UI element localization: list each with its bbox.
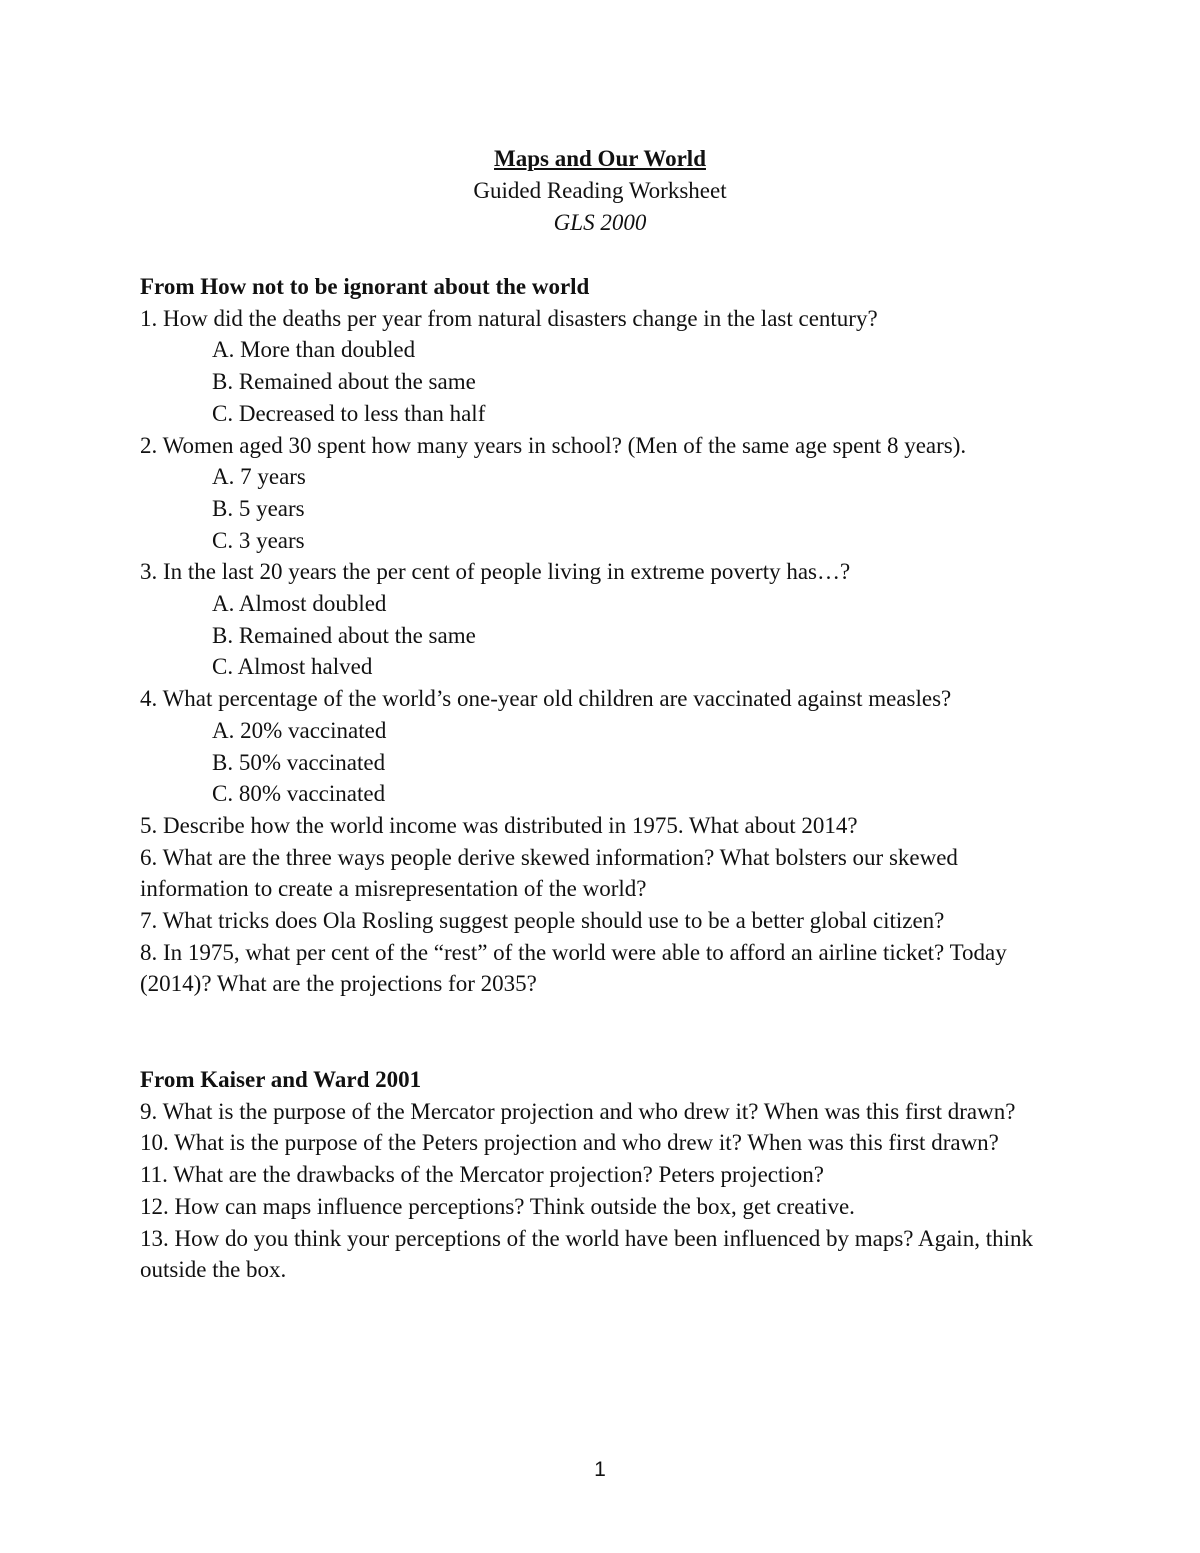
document-header bbox=[0, 143, 1200, 239]
question-1-option-b: B. Remained about the same bbox=[212, 369, 476, 395]
question-6: 6. What are the three ways people derive skewed information? What bolsters our skewed information to create a misrepresentation of the world? bbox=[140, 844, 958, 902]
section-global-ignorance bbox=[140, 271, 1065, 1000]
question-3-option-a: A. Almost doubled bbox=[212, 591, 387, 617]
question-9: 9. What is the purpose of the Mercator projection and who drew it? When was this first drawn? bbox=[140, 1098, 1016, 1124]
question-2: 2. Women aged 30 spent how many years in school? (Men of the same age spent 8 years). bbox=[140, 432, 967, 458]
section-heading: From Kaiser and Ward 2001 bbox=[140, 1067, 422, 1092]
question-3-option-c: C. Almost halved bbox=[212, 654, 373, 680]
section-heading: From How not to be ignorant about the world bbox=[140, 274, 590, 299]
question-2-option-b: B. 5 years bbox=[212, 495, 305, 521]
question-10: 10. What is the purpose of the Peters projection and who drew it? When was this first drawn? bbox=[140, 1130, 999, 1156]
question-3: 3. In the last 20 years the per cent of people living in extreme poverty has…? bbox=[140, 559, 851, 585]
question-4-option-b: B. 50% vaccinated bbox=[212, 749, 386, 775]
question-1-option-a: A. More than doubled bbox=[212, 337, 416, 363]
document-subtitle: Guided Reading Worksheet bbox=[473, 178, 727, 203]
question-1: 1. How did the deaths per year from natural disasters change in the last century? bbox=[140, 305, 878, 331]
question-1-option-c: C. Decreased to less than half bbox=[212, 400, 486, 426]
question-11: 11. What are the drawbacks of the Mercator projection? Peters projection? bbox=[140, 1162, 824, 1188]
question-2-option-a: A. 7 years bbox=[212, 464, 306, 490]
page-number: 1 bbox=[594, 1458, 606, 1481]
question-4-option-a: A. 20% vaccinated bbox=[212, 717, 387, 743]
question-8: 8. In 1975, what per cent of the “rest” of the world were able to afford an airline ticket? Today (2014)? What are the projections for 2035? bbox=[140, 939, 1007, 997]
question-4-option-c: C. 80% vaccinated bbox=[212, 781, 386, 807]
question-12: 12. How can maps influence perceptions? Think outside the box, get creative. bbox=[140, 1193, 855, 1219]
question-3-option-b: B. Remained about the same bbox=[212, 622, 476, 648]
question-7: 7. What tricks does Ola Rosling suggest people should use to be a better global citizen? bbox=[140, 908, 945, 934]
question-4: 4. What percentage of the world’s one-year old children are vaccinated against measles? bbox=[140, 686, 952, 712]
document-title: Maps and Our World bbox=[494, 146, 706, 171]
question-13: 13. How do you think your perceptions of the world have been influenced by maps? Again, think outside the box. bbox=[140, 1225, 1033, 1283]
question-2-option-c: C. 3 years bbox=[212, 527, 305, 553]
question-5: 5. Describe how the world income was distributed in 1975. What about 2014? bbox=[140, 812, 858, 838]
section-kaiser-ward bbox=[140, 1064, 1065, 1286]
course-code: GLS 2000 bbox=[553, 210, 647, 235]
